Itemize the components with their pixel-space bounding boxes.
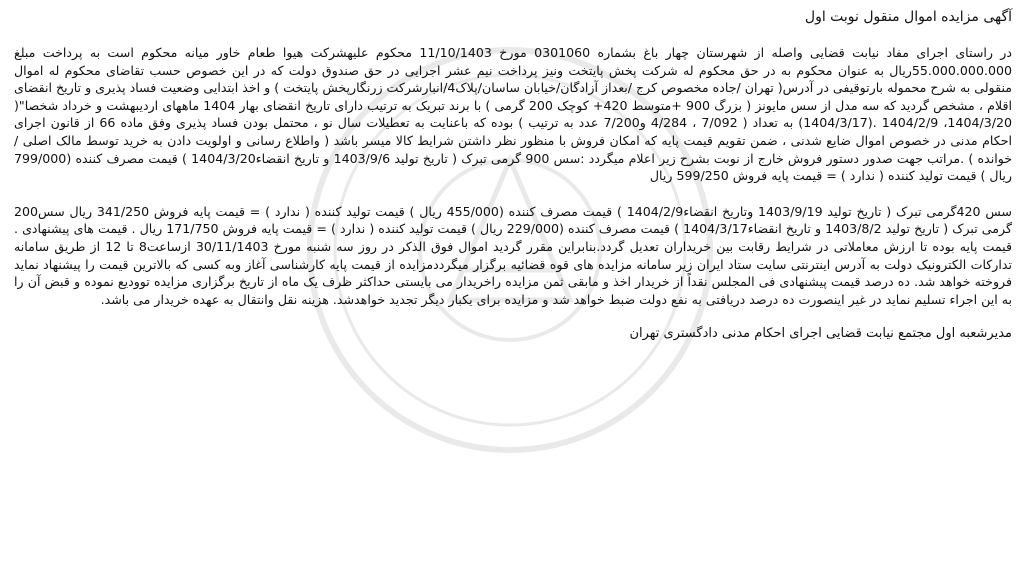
notice-signature: مدیرشعبه اول مجتمع نیابت قضایی اجرای احکام مدنی دادگستری تهران <box>629 326 1012 342</box>
notice-paragraph-2: سس 420گرمی تبرک ( تاریخ تولید 1403/9/19 وتاریخ انقضاء1404/2/9 ) قیمت مصرف کننده (455/000 ریال ) قیمت تولید کننده ( ندارد ) = قیمت پایه فروش 341/250 ریال سس200 گرمی تبرک ( تاریخ تولید 1403/8/2 و تاریخ انقضاء1404/3/17 ) قیمت مصرف کننده (229/000 ریال ) قیمت تولید کننده ( ندارد ) = قیمت پایه فروش 171/750 ریال . قیمت های پیشنهادی . قیمت پایه بوده تا ارزش معاملاتی در شرایط رقابت بین خریداران تعدیل گردد.بنابراین مقرر گردید اموال فوق الذکر در روز سه شنبه مورخ 30/11/1403 ازساعت8 تا 12 از طریق سامانه تدارکات الکترونیک دولت به آدرس اینترنتی سایت ستاد ایران زیر سامانه مزایده های قوه قضائیه برگزار میگرددمزایده از قیمت پایه کارشناسی آغاز وبه کسی که بالاترین قیمت را پیشنهاد نماید فروخته خواهد شد. ده درصد قیمت پیشنهادی فی المجلس نقداً از خریدار اخذ و مابقی ثمن مزایده راخریدار می بایستی حداکثر ظرف یک ماه از تاریخ برگزاری مزایده توودیع نموده و قبض آن را به این اجراء تسلیم نماید در غیر اینصورت ده درصد دریافتی به نفع دولت ضبط خواهد شد و مزایده برای یکبار دیگر تجدید خواهدشد. هزینه نقل وانتقال به عهده خریدار می باشد. <box>14 203 1012 307</box>
notice-paragraph-1: در راستای اجرای مفاد نیابت قضایی واصله از شهرستان چهار باغ بشماره 0301060 مورخ 11/10/1403 محکوم علیهشرکت هیوا طعام خاور میانه محکوم است به پرداخت مبلغ 55.000.000.000ریال به عنوان محکوم به در حق محکوم له شرکت پخش پایتخت ونیز پرداخت نیم عشر اجرایی در حق صندوق دولت که در این خصوص حسب تقاضای محکوم له اموال منقولی به شرح محموله بارتوقیفی در آدرس( تهران /جاده مخصوص کرج /بعداز آزادگان/خیابان ساسان/پلاک4/انبارشرکت زرنگارپخش پایتخت ) و اخذ ابتدایی وضعیت فساد پذیری و تاریخ انقضای اقلام ، مشخص گردید که سه مدل از سس مایونز ( بزرگ 900 +متوسط 420+ کوچک 200 گرمی ) با برند تبریک به ترتیب دارای تاریخ انقضای بهار 1404 ماههای اردیبهشت و خرداد شخصا"( 1404/3/20، 1404/2/9 .(1404/3/17) به تعداد ( 7/092 ، 4/284 و7/200 عدد به ترتیب ) بوده که باعنایت به تعطیلات سال نو ، محتمل بودن فساد پذیری وفق ماده 66 از قانون اجرای احکام مدنی در خصوص اموال ضایع شدنی ، ضمن تقویم قیمت پایه که امکان فروش با منظور نظر داشتن شرایط کالا میسر باشد ( واطلاع رسانی و اولویت دادن به خرید توسط مالک اصلی /خوانده ) .مراتب جهت صدور دستور فروش خارج از نوبت بشرح زیر اعلام میگردد :سس 900 گرمی تبرک ( تاریخ تولید 1403/9/6 و تاریخ انقضاء1404/3/20 ) قیمت مصرف کننده (799/000 ریال ) قیمت تولید کننده ( ندارد ) = قیمت پایه فروش 599/250 ریال <box>14 45 1013 184</box>
notice-title: آگهی مزایده اموال منقول نوبت اول <box>804 9 1012 25</box>
auction-notice <box>14 6 1012 344</box>
